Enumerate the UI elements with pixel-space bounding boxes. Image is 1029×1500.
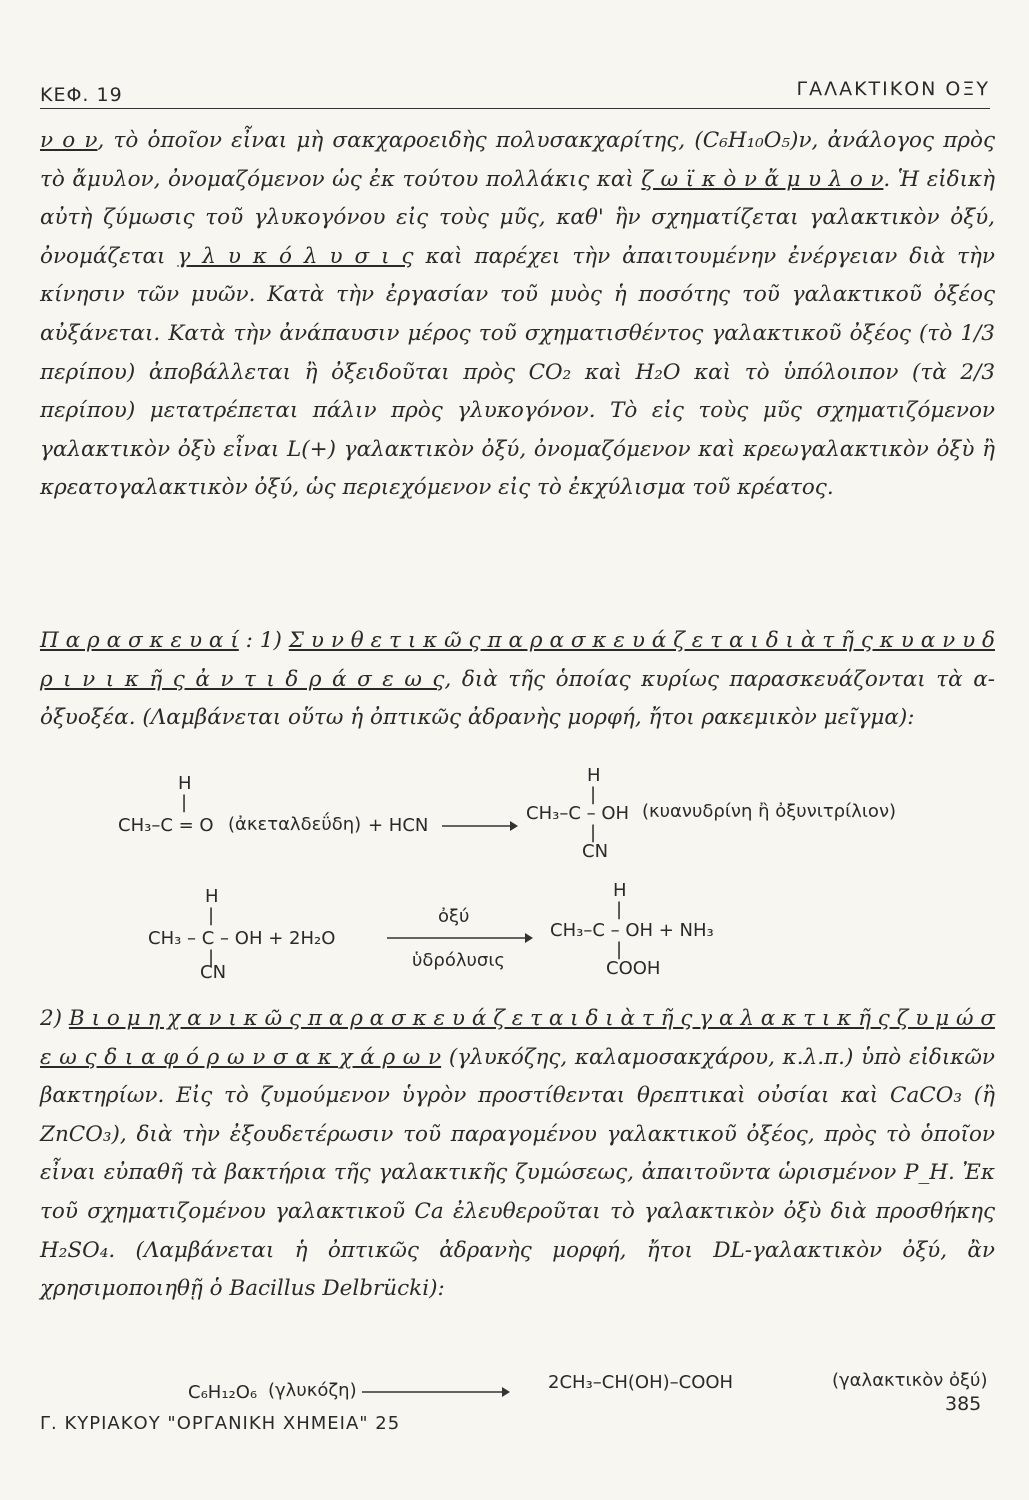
r2-below-arrow: ὑδρόλυσις <box>412 950 505 971</box>
p2-text-b: : 1) <box>238 628 289 653</box>
r1-right: CH₃–C – OH <box>526 803 630 824</box>
r2-h-top-left: H <box>205 886 219 907</box>
r1-right-note: (κυανυδρίνη ἢ ὀξυνιτρίλιον) <box>642 801 897 822</box>
r3-left-note: (γλυκόζη) <box>268 1380 357 1401</box>
r1-bond-right-top: | <box>590 784 597 805</box>
r2-h-top-right: H <box>613 880 627 901</box>
paragraph-2 <box>40 622 995 738</box>
p1-text-d: . Ἡ εἰδικὴ αὐτὴ ζύμωσις τοῦ γλυκογόνου εἰς τοὺς μῦς, καθ' ἣν σχηματίζεται γαλακτικὸν ὀξύ, ὀνομάζεται <box>40 166 996 269</box>
r1-left: CH₃–C = O <box>118 815 214 836</box>
r1-h-top-right: H <box>587 765 601 786</box>
r1-bond-right-bottom: | <box>590 822 597 843</box>
r1-arrow-icon <box>440 818 518 834</box>
term-industrial-prep: Β ι ο μ η χ α ν ι κ ῶ ς π α ρ α σ κ ε υ ά ζ ε τ α ι δ ι ὰ τ ῆ ς γ α λ α κ τ ι κ ῆ ς ζ υ μ ώ σ ε ω ς δ ι α φ ό ρ ω ν σ α κ χ ά ρ ω ν <box>40 1006 995 1070</box>
r2-left-bottom: CN <box>200 962 227 983</box>
r2-arrow-icon <box>385 930 533 946</box>
footer-book-title: Γ. ΚΥΡΙΑΚΟΥ "ΟΡΓΑΝΙΚΗ ΧΗΜΕΙΑ" 25 <box>40 1413 401 1434</box>
r1-right-bottom: CN <box>582 841 609 862</box>
term-non: ν ο ν <box>40 128 98 153</box>
term-glykolysis: γ λ υ κ ό λ υ σ ι ς <box>177 243 414 269</box>
page-header <box>40 78 990 112</box>
header-rule <box>40 108 990 109</box>
p3-number: 2) <box>40 1006 69 1031</box>
heading-paraskevai: Π α ρ α σ κ ε υ α ί <box>40 628 239 653</box>
r3-right-note: (γαλακτικὸν ὀξύ) <box>832 1370 988 1391</box>
page-number: 385 <box>945 1393 982 1415</box>
r2-bond-left-bottom: | <box>208 947 215 968</box>
r2-right-bottom: COOH <box>606 958 661 979</box>
term-zoikon-amylon: ζ ω ϊ κ ὸ ν ἄ μ υ λ ο ν <box>641 166 884 192</box>
running-title: ΓΑΛΑΚΤΙΚΟΝ ΟΞΥ <box>796 78 990 100</box>
r1-plus: + HCN <box>368 815 429 836</box>
r1-h-top-left: H <box>178 773 192 794</box>
r1-left-note: (ἀκεταλδεΰδη) <box>228 814 362 835</box>
r2-left: CH₃ – C – OH + 2H₂O <box>148 928 336 949</box>
r3-left: C₆H₁₂O₆ <box>188 1382 258 1403</box>
paragraph-3 <box>40 1000 995 1309</box>
term-synthetic-prep: Σ υ ν θ ε τ ι κ ῶ ς π α ρ α σ κ ε υ ά ζ ε τ α ι δ ι ὰ τ ῆ ς κ υ α ν υ δ ρ ι ν ι κ ῆ ς ἀ ν τ ι δ ρ ά σ ε ω ς <box>40 628 995 692</box>
r2-above-arrow: ὀξύ <box>438 906 470 927</box>
r2-right: CH₃–C – OH + NH₃ <box>550 920 714 941</box>
p3-text-c: (γλυκόζης, καλαμοσακχάρου, κ.λ.π.) ὑπὸ εἰδικῶν βακτηρίων. Εἰς τὸ ζυμούμενον ὑγρὸν προστίθενται θρεπτικαὶ οὐσίαι καὶ CaCO₃ (ἢ ZnCO₃), διὰ τὴν ἐξουδετέρωσιν τοῦ παραγομένου γαλακτικοῦ ὀξέος, πρὸς τὸ ὁποῖον εἶναι εὐπαθῆ τὰ βακτήρια τῆς γαλακτικῆς ζυμώσεως, ἀπαιτοῦντα ὡρισμένον P_H. Ἐκ τοῦ σχηματιζομένου γαλακτικοῦ Ca ἐλευθεροῦται τὸ γαλακτικὸν ὀξὺ διὰ προσθήκης H₂SO₄. (Λαμβάνεται ἡ ὀπτικῶς ἀδρανὴς μορφή, ἤτοι DL-γαλακτικὸν ὀξύ, ἂν χρησιμοποιηθῇ ὁ Bacillus Delbrücki): <box>40 1044 996 1302</box>
chapter-label: ΚΕΦ. 19 <box>40 84 123 106</box>
r3-right: 2CH₃–CH(OH)–COOH <box>548 1372 734 1393</box>
p1-text-f: καὶ παρέχει τὴν ἀπαιτουμένην ἐνέργειαν διὰ τὴν κίνησιν τῶν μυῶν. Κατὰ τὴν ἐργασίαν τοῦ μυὸς ἡ ποσότης τοῦ γαλακτικοῦ ὀξέος αὐξάνεται. Κατὰ τὴν ἀνάπαυσιν μέρος τοῦ σχηματισθέντος γαλακτικοῦ ὀξέος (τὸ 1/3 περίπου) ἀποβάλλεται ἢ ὀξειδοῦται πρὸς CO₂ καὶ H₂O καὶ τὸ ὑπόλοιπον (τὰ 2/3 περίπου) μετατρέπεται πάλιν πρὸς γλυκογόνον. Τὸ εἰς τοὺς μῦς σχηματιζόμενον γαλακτικὸν ὀξὺ εἶναι L(+) γαλακτικὸν ὀξύ, ὀνομαζόμενον καὶ κρεωγαλακτικὸν ὀξὺ ἢ κρεατογαλακτικὸν ὀξύ, ὡς περιεχόμενον εἰς τὸ ἐκχύλισμα τοῦ κρέατος. <box>40 243 995 501</box>
r3-arrow-icon <box>360 1384 510 1400</box>
p2-text-d: , διὰ τῆς ὁποίας κυρίως παρασκευάζονται τὰ α-ὀξυοξέα. (Λαμβάνεται οὕτω ἡ ὀπτικῶς ἀδρανὴς μορφή, ἤτοι ρακεμικὸν μεῖγμα): <box>40 666 996 731</box>
p1-text-b: , τὸ ὁποῖον εἶναι μὴ σακχαροειδὴς πολυσακχαρίτης, (C₆H₁₀O₅)ν, ἀνάλογος πρὸς τὸ ἄμυλον, ὀνομαζόμενον ὡς ἐκ τούτου πολλάκις καὶ <box>40 128 995 192</box>
r2-bond-left-top: | <box>208 905 215 926</box>
r2-bond-right-bottom: | <box>616 939 623 960</box>
r1-bond-left: | <box>181 792 188 813</box>
paragraph-1 <box>40 122 995 508</box>
r2-bond-right-top: | <box>616 899 623 920</box>
